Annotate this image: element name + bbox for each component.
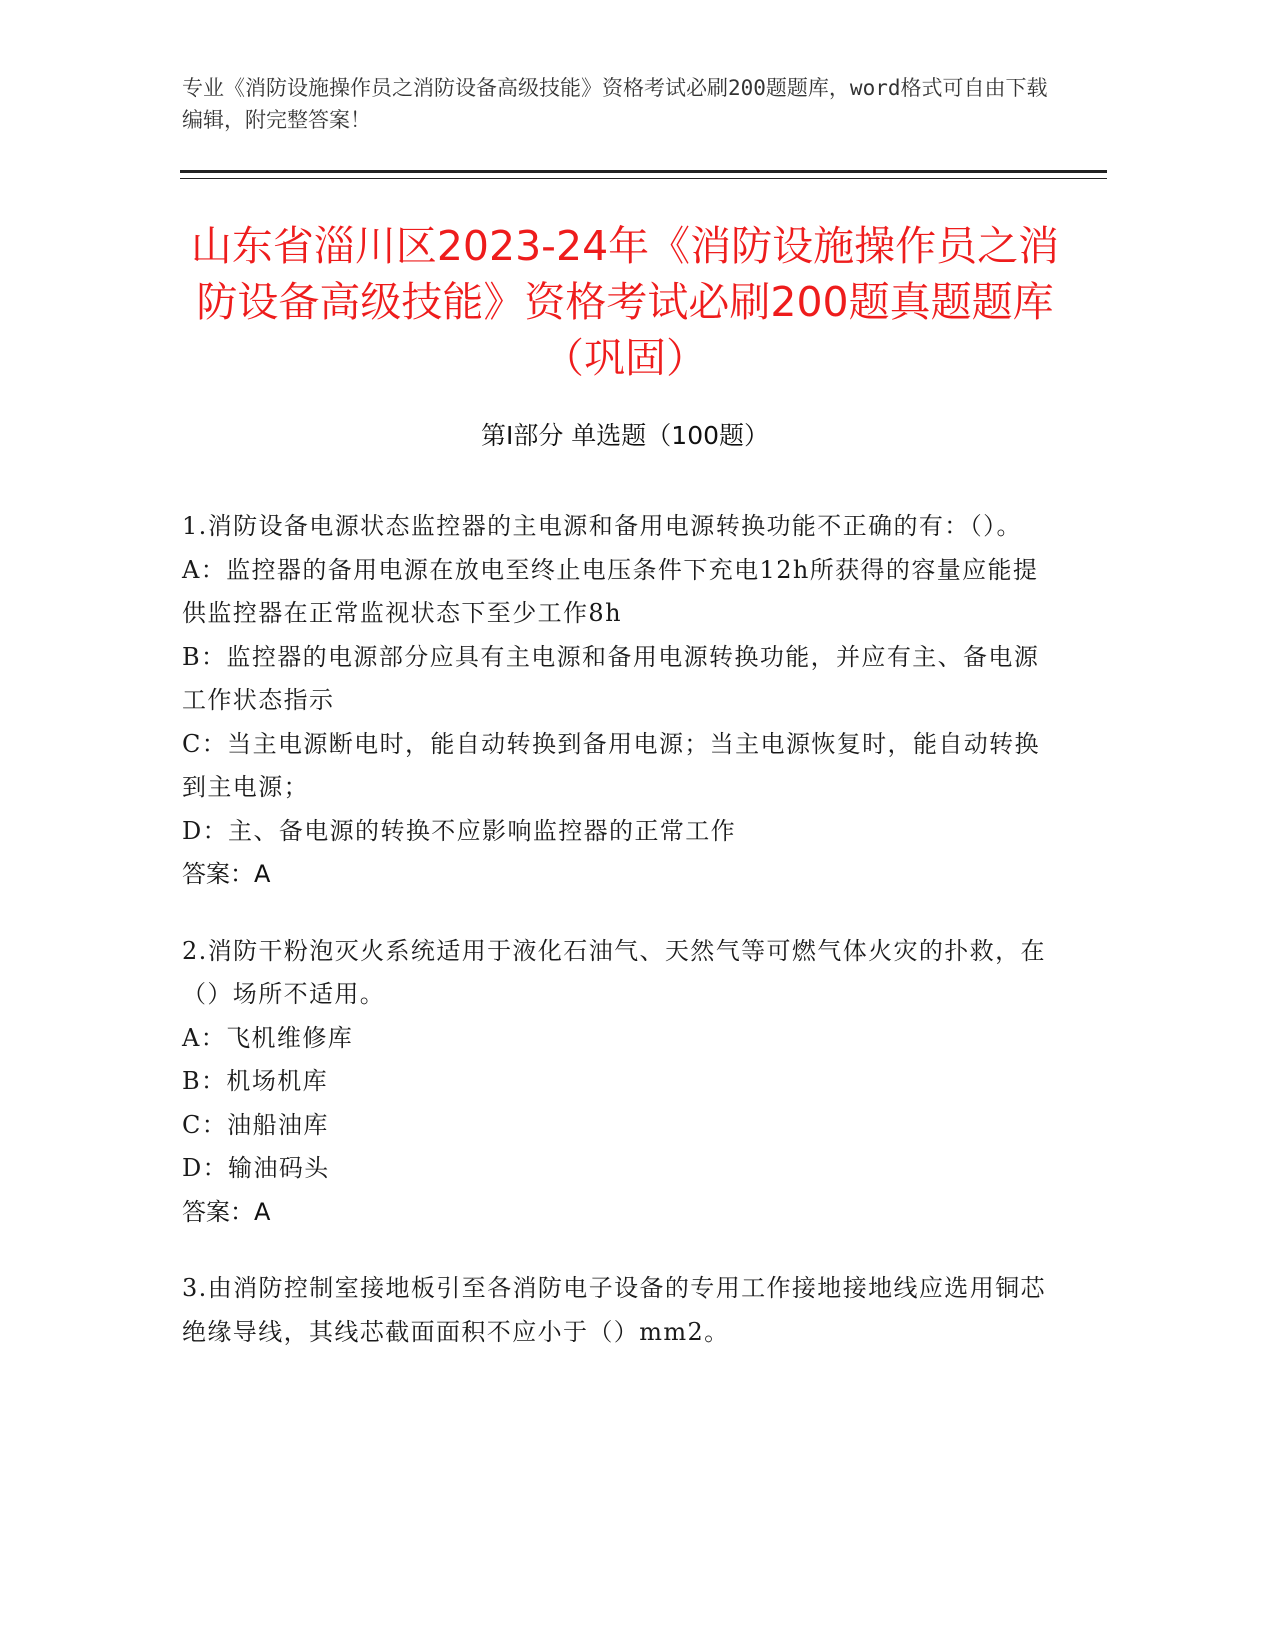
option-a: A：监控器的备用电源在放电至终止电压条件下充电12h所获得的容量应能提供监控器在正常监视状态下至少工作8h — [182, 555, 1039, 627]
option-c: C：油船油库 — [182, 1110, 329, 1139]
option-d: D：输油码头 — [182, 1154, 330, 1182]
option-c: C：当主电源断电时，能自动转换到备用电源；当主电源恢复时，能自动转换到主电源； — [182, 729, 1040, 801]
answer-line: 答案：A — [182, 1197, 271, 1226]
question-1 — [182, 505, 1062, 897]
option-b: B：监控器的电源部分应具有主电源和备用电源转换功能，并应有主、备电源工作状态指示 — [182, 642, 1040, 714]
question-list — [182, 505, 1062, 1387]
header-note: 专业《消防设施操作员之消防设备高级技能》资格考试必刷200题题库，word格式可自由下载编辑，附完整答案！ — [182, 76, 1048, 132]
document-title: 山东省淄川区2023-24年《消防设施操作员之消防设备高级技能》资格考试必刷200题真题题库（巩固） — [190, 222, 1060, 382]
header-rule-thin — [180, 178, 1107, 179]
option-d: D：主、备电源的转换不应影响监控器的正常工作 — [182, 816, 737, 845]
question-3 — [182, 1267, 1062, 1354]
section-title: 第Ⅰ部分 单选题（100题） — [480, 421, 770, 450]
option-a: A：飞机维修库 — [182, 1023, 354, 1052]
question-stem: 2.消防干粉泡灭火系统适用于液化石油气、天然气等可燃气体火灾的扑救，在（）场所不适用。 — [182, 936, 1046, 1008]
option-b: B：机场机库 — [182, 1067, 329, 1095]
question-stem: 3.由消防控制室接地板引至各消防电子设备的专用工作接地接地线应选用铜芯绝缘导线，其线芯截面面积不应小于（）mm2。 — [182, 1274, 1046, 1346]
question-2 — [182, 930, 1062, 1235]
header-rule-thick — [180, 170, 1107, 173]
question-stem: 1.消防设备电源状态监控器的主电源和备用电源转换功能不正确的有：（）。 — [182, 512, 1022, 540]
answer-line: 答案：A — [182, 860, 271, 888]
